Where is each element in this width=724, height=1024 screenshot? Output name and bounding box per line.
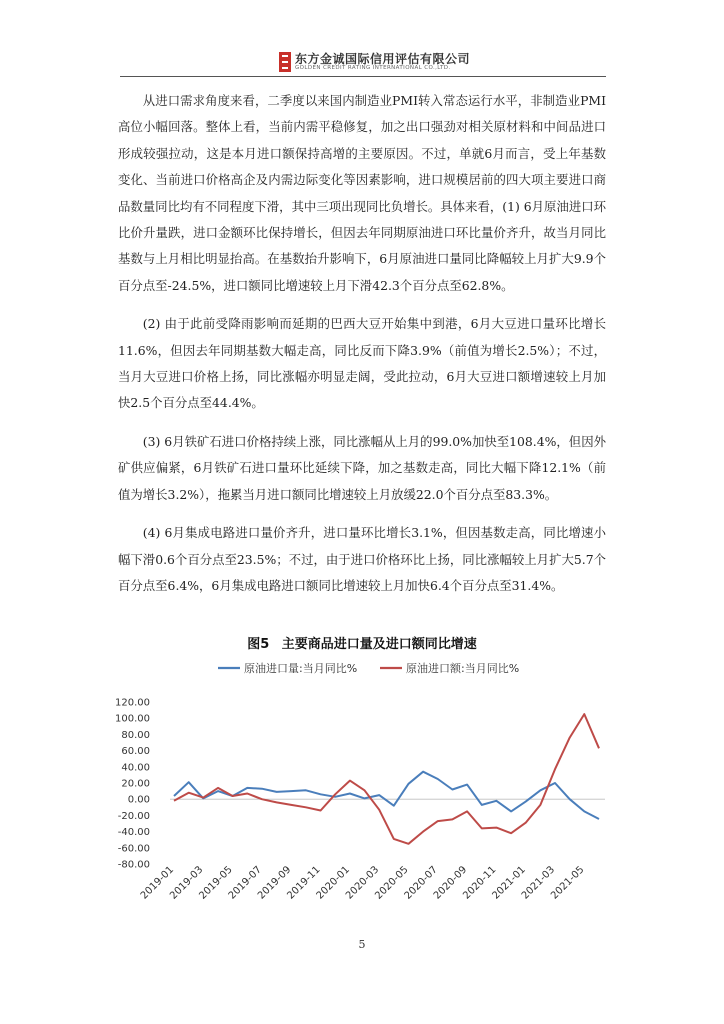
x-tick-label: 2020-09 [431, 864, 470, 902]
x-tick-label: 2019-01 [138, 864, 177, 902]
company-logo-icon [279, 52, 291, 72]
x-tick-label: 2021-01 [490, 864, 528, 902]
y-tick-label: -80.00 [117, 859, 150, 871]
x-tick-label: 2020-05 [373, 864, 411, 902]
x-tick-label: 2019-09 [256, 864, 294, 902]
company-name-en: GOLDEN CREDIT RATING INTERNATIONAL CO.,LTD. [295, 65, 451, 71]
y-tick-label: 80.00 [121, 729, 150, 741]
paragraph-3: (3) 6月铁矿石进口价格持续上涨，同比涨幅从上月的99.0%加快至108.4%，但因外矿供应偏紧，6月铁矿石进口量环比延续下降，加之基数走高，同比大幅下降12.1%（前值为增长3.2%），拖累当月进口额同比增速较上月放缓22.0个百分点至83.3%。 [118, 433, 606, 502]
y-tick-label: -60.00 [117, 843, 150, 855]
x-tick-label: 2021-05 [549, 864, 587, 902]
series-line-2 [174, 714, 599, 844]
x-tick-label: 2020-01 [314, 864, 352, 902]
figure-number: 图5 [247, 637, 270, 652]
legend-label-1: 原油进口量:当月同比% [244, 662, 358, 675]
y-tick-label: 120.00 [115, 697, 150, 709]
y-tick-label: 20.00 [121, 778, 150, 790]
y-tick-label: -40.00 [117, 827, 150, 839]
header-divider [120, 76, 606, 77]
figure-caption [0, 633, 724, 652]
x-tick-label: 2021-03 [519, 864, 558, 902]
paragraph-2: (2) 由于此前受降雨影响而延期的巴西大豆开始集中到港，6月大豆进口量环比增长11.6%，但因去年同期基数大幅走高，同比反而下降3.9%（前值为增长2.5%）；不过，当月大豆进口价格上扬，同比涨幅亦明显走阔，受此拉动，6月大豆进口额增速较上月加快2.5个百分点至44.4%。 [118, 316, 606, 411]
y-tick-label: 40.00 [121, 762, 150, 774]
paragraph-4: (4) 6月集成电路进口量价齐升，进口量环比增长3.1%，但因基数走高，同比增速小幅下滑0.6个百分点至23.5%；不过，由于进口价格环比上扬，同比涨幅较上月扩大5.7个百分点至6.4%，6月集成电路进口额同比增速较上月加快6.4个百分点至31.4%。 [118, 525, 606, 593]
y-tick-label: 60.00 [121, 746, 150, 758]
y-tick-label: 0.00 [127, 794, 150, 806]
x-tick-label: 2020-03 [343, 864, 382, 902]
legend-label-2: 原油进口额:当月同比% [406, 662, 520, 675]
y-tick-label: -20.00 [117, 810, 150, 822]
page-header [0, 48, 724, 78]
x-tick-label: 2019-11 [285, 864, 323, 902]
company-name-cn: 东方金诚国际信用评估有限公司 [295, 52, 471, 66]
x-tick-label: 2019-03 [168, 864, 206, 902]
figure-title: 主要商品进口量及进口额同比增速 [281, 637, 477, 652]
x-axis [139, 799, 605, 901]
line-chart [110, 652, 615, 922]
x-tick-label: 2020-07 [402, 864, 440, 902]
body-text [118, 88, 606, 599]
paragraph-1: 从进口需求角度来看，二季度以来国内制造业PMI转入常态运行水平，非制造业PMI高位小幅回落。整体上看，当前内需平稳修复，加之出口强劲对相关原材料和中间品进口形成较强拉动，这是本月进口额保持高增的主要原因。不过，单就6月而言，受上年基数变化、当前进口价格高企及内需边际变化等因素影响，进口规模居前的四大项主要进口商品数量同比均有不同程度下滑，其中三项出现同比负增长。具体来看，(1) 6月原油进口环比价升量跌，进口金额环比保持增长，但因去年同期原油进口环比量价齐升，故当月同比基数与上月相比明显抬高。在基数抬升影响下，6月原油进口量同比降幅较上月扩大9.9个百分点至-24.5%，进口额同比增速较上月下滑42.3个百分点至62.8%。 [118, 93, 606, 293]
x-tick-label: 2019-07 [226, 864, 265, 902]
x-tick-label: 2020-11 [461, 864, 499, 902]
page-number: 5 [358, 938, 366, 951]
chart-legend [218, 661, 519, 675]
chart-series [174, 714, 599, 844]
y-tick-label: 100.00 [115, 713, 150, 725]
y-axis [115, 698, 150, 871]
x-tick-label: 2019-05 [197, 864, 235, 902]
